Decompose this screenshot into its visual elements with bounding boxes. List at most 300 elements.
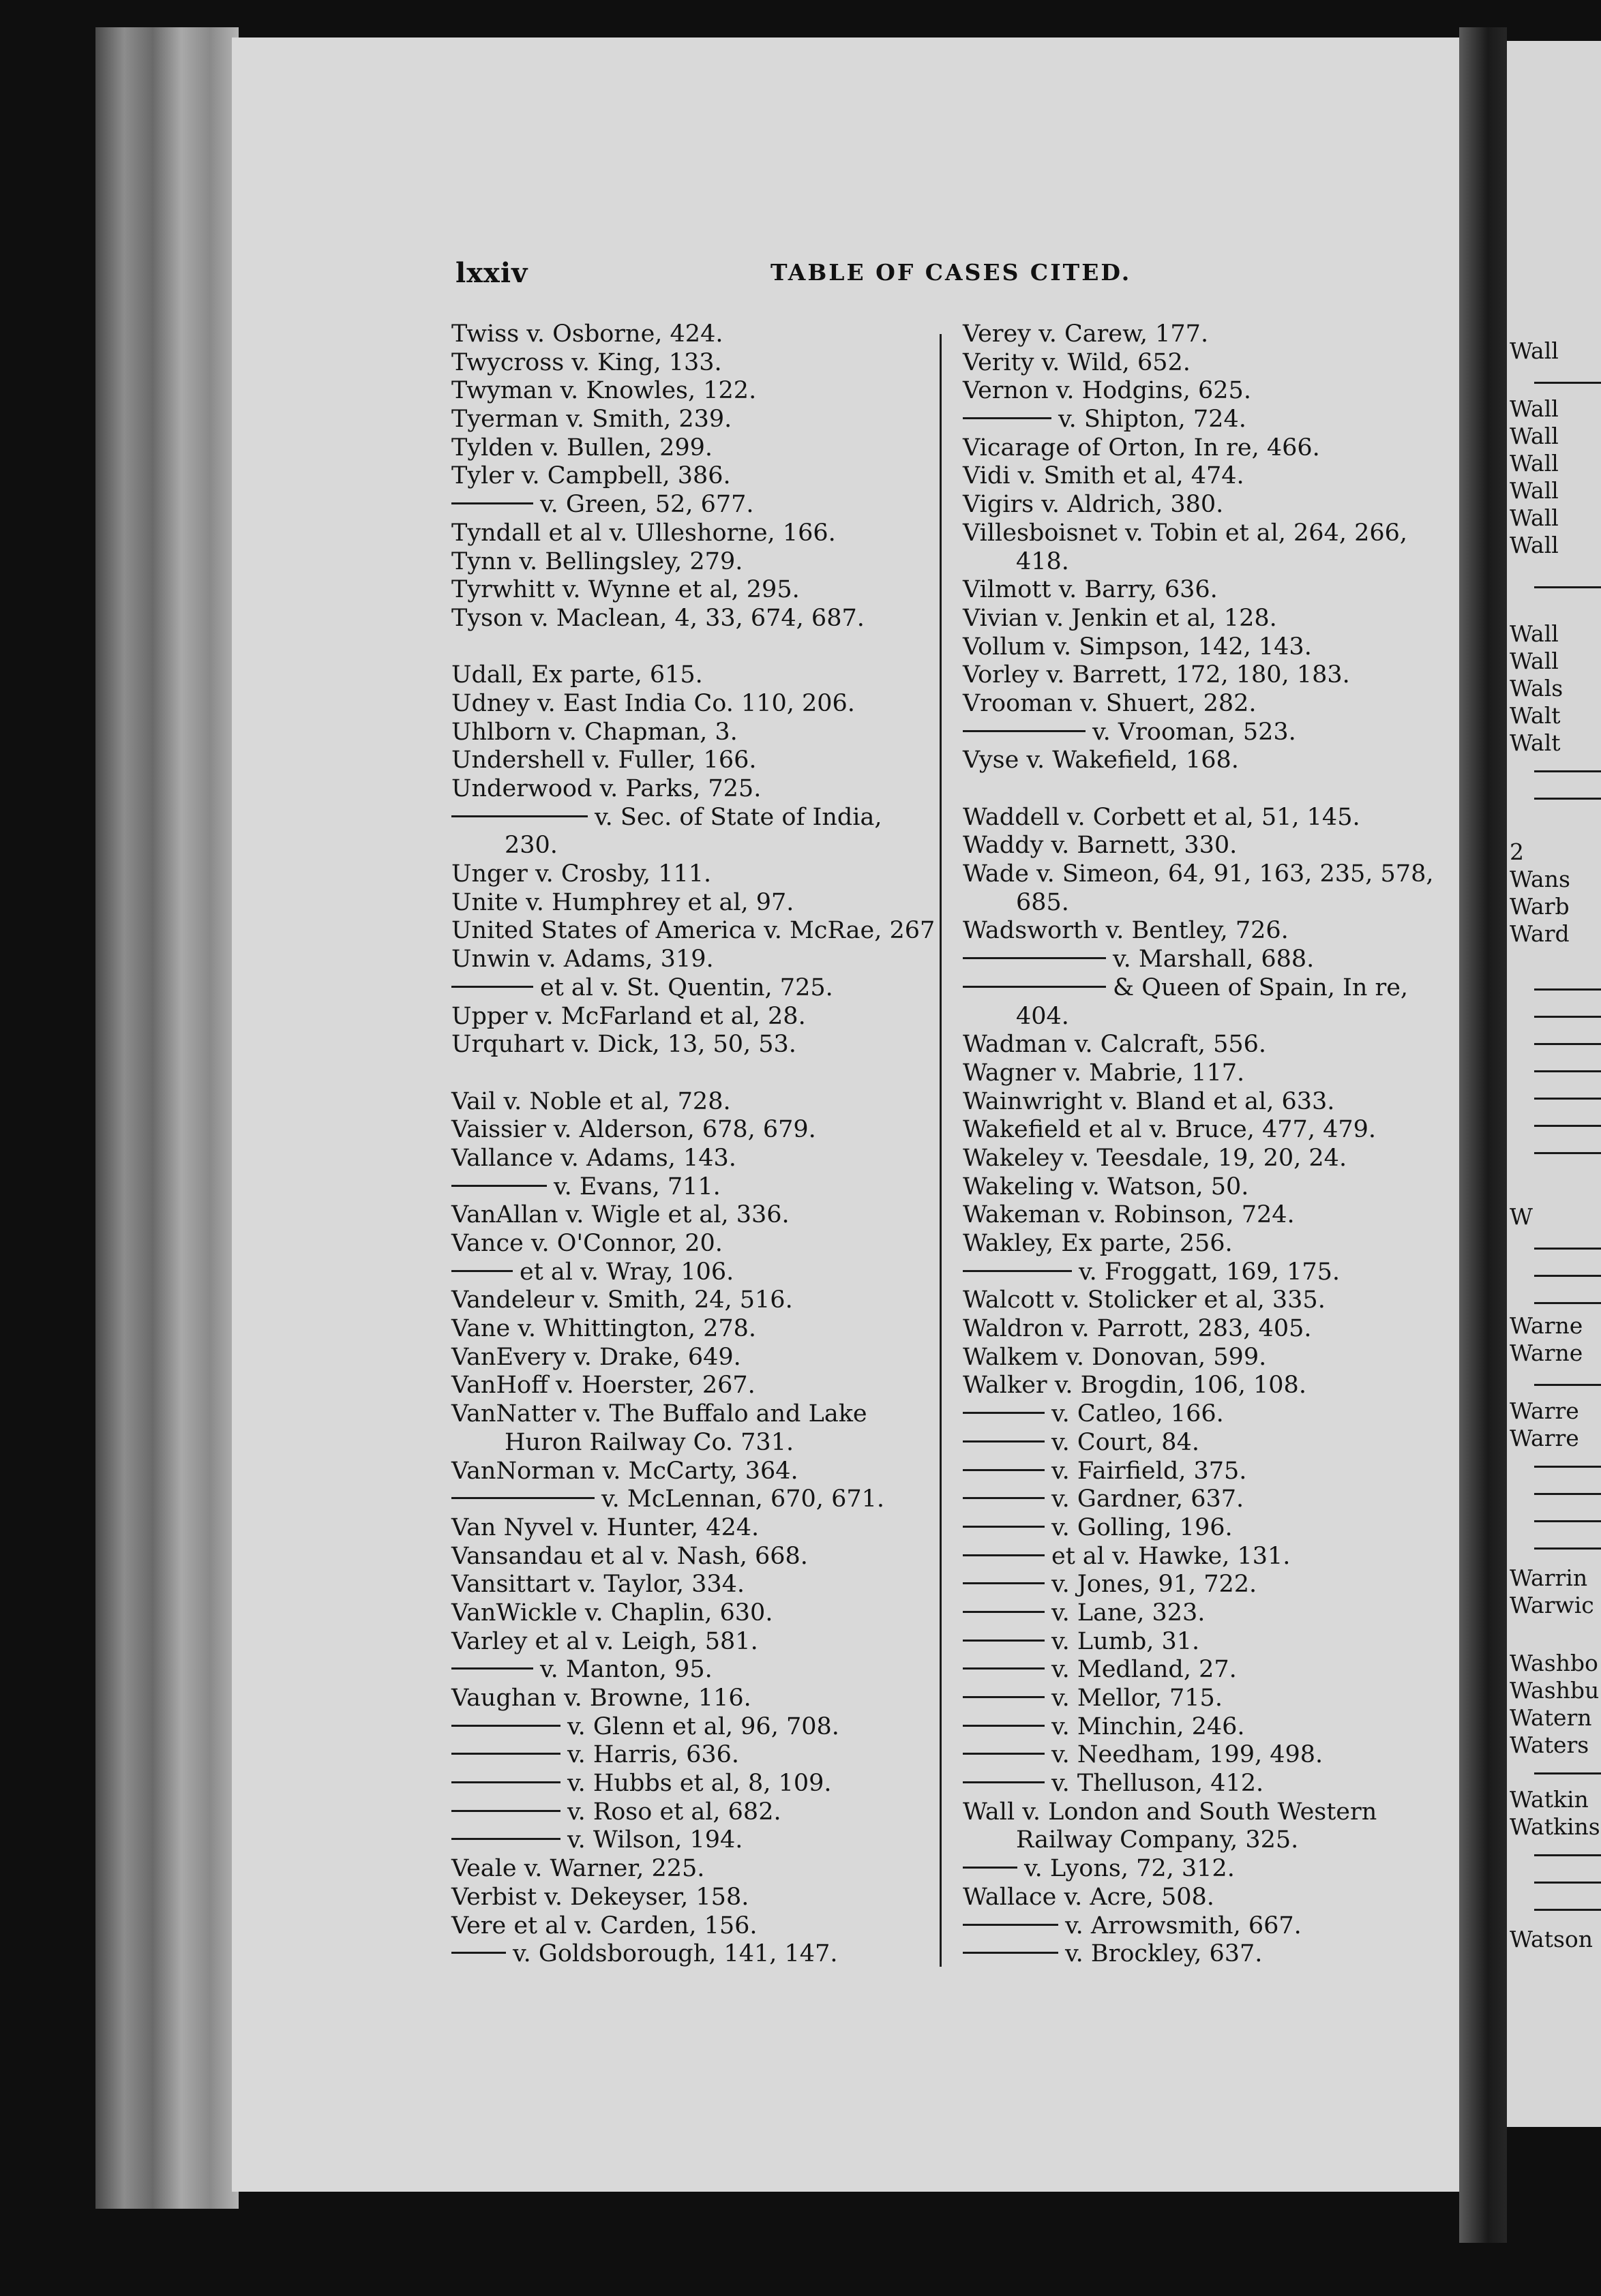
facing-page-text: Waters xyxy=(1510,1732,1589,1758)
case-entry xyxy=(451,1145,929,1173)
case-entry xyxy=(963,946,1440,974)
case-entry xyxy=(963,1088,1440,1117)
facing-page-text: Wall xyxy=(1510,450,1559,477)
facing-page-text: Warwic xyxy=(1510,1592,1594,1618)
case-text: Vollum v. Simpson, 142, 143. xyxy=(963,633,1312,661)
case-text: v. Golling, 196. xyxy=(1051,1513,1233,1541)
case-text: v. Harris, 636. xyxy=(567,1741,740,1769)
case-text: Verity v. Wild, 652. xyxy=(963,348,1191,376)
case-entry xyxy=(451,1514,929,1543)
facing-page-text: Warne xyxy=(1510,1312,1583,1339)
case-entry xyxy=(963,1685,1440,1713)
case-entry xyxy=(451,1884,929,1912)
repeat-dash xyxy=(451,1725,560,1727)
facing-page-dash xyxy=(1534,1882,1601,1884)
case-text: v. Lane, 323. xyxy=(1051,1599,1206,1627)
case-text: Upper v. McFarland et al, 28. xyxy=(451,1002,806,1030)
case-text: Vere et al v. Carden, 156. xyxy=(451,1912,758,1939)
facing-page-text: Watson xyxy=(1510,1926,1593,1952)
facing-page-dash xyxy=(1534,586,1601,588)
facing-page-dash xyxy=(1534,1772,1601,1774)
case-text: Wakeling v. Watson, 50. xyxy=(963,1173,1249,1200)
case-entry xyxy=(963,1656,1440,1685)
case-text: v. Lumb, 31. xyxy=(1051,1627,1200,1655)
case-entry xyxy=(451,1912,929,1941)
case-text: v. Court, 84. xyxy=(1051,1428,1199,1456)
facing-page-text: Wall xyxy=(1510,504,1559,531)
case-entry xyxy=(963,1571,1440,1599)
facing-page-text: Warre xyxy=(1510,1398,1579,1424)
case-text: v. Jones, 91, 722. xyxy=(1051,1571,1257,1599)
section-gap xyxy=(451,1059,929,1088)
case-entry xyxy=(451,1258,929,1287)
case-entry xyxy=(963,804,1440,832)
case-text: Vandeleur v. Smith, 24, 516. xyxy=(451,1286,793,1314)
repeat-dash xyxy=(451,1810,560,1812)
case-entry xyxy=(963,1003,1440,1031)
facing-page-text: Warre xyxy=(1510,1425,1579,1451)
case-entry xyxy=(963,1912,1440,1941)
facing-page-text: W xyxy=(1510,1203,1533,1230)
case-text: v. Hubbs et al, 8, 109. xyxy=(567,1770,832,1798)
case-text: et al v. Hawke, 131. xyxy=(1051,1542,1291,1570)
case-entry xyxy=(451,946,929,974)
repeat-dash xyxy=(451,1838,560,1840)
case-text: Vail v. Noble et al, 728. xyxy=(451,1087,731,1115)
case-text: Wainwright v. Bland et al, 633. xyxy=(963,1087,1335,1115)
case-text: v. Arrowsmith, 667. xyxy=(1065,1912,1302,1939)
case-entry xyxy=(963,860,1440,889)
case-entry xyxy=(963,1031,1440,1059)
case-text: Wadsworth v. Bentley, 726. xyxy=(963,917,1289,945)
case-entry xyxy=(963,1599,1440,1628)
case-entry xyxy=(451,917,936,946)
case-text: Unite v. Humphrey et al, 97. xyxy=(451,888,794,916)
case-entry xyxy=(451,491,929,519)
case-entry xyxy=(963,1826,1440,1855)
repeat-dash xyxy=(451,1952,506,1954)
case-text: Undershell v. Fuller, 166. xyxy=(451,746,757,774)
case-entry xyxy=(963,661,1440,690)
facing-page-dash xyxy=(1534,382,1601,384)
case-text: & Queen of Spain, In re, xyxy=(1113,973,1409,1001)
case-text: v. Goldsborough, 141, 147. xyxy=(513,1940,838,1968)
case-entry xyxy=(963,1457,1440,1486)
case-text: Varley et al v. Leigh, 581. xyxy=(451,1627,758,1655)
case-text: Vilmott v. Barry, 636. xyxy=(963,576,1218,604)
case-text: v. Roso et al, 682. xyxy=(567,1798,781,1826)
case-text: VanHoff v. Hoerster, 267. xyxy=(451,1372,755,1400)
column-divider xyxy=(940,334,942,1967)
case-entry xyxy=(451,1201,929,1230)
repeat-dash xyxy=(963,417,1051,419)
case-entry xyxy=(451,1088,929,1117)
case-entry xyxy=(963,690,1440,719)
facing-page-text: Washbo xyxy=(1510,1650,1598,1676)
facing-page-text: Ward xyxy=(1510,920,1570,947)
repeat-dash xyxy=(963,1440,1045,1442)
case-text: Vansandau et al v. Nash, 668. xyxy=(451,1542,808,1570)
case-text: Uhlborn v. Chapman, 3. xyxy=(451,718,738,746)
facing-page-text: Wall xyxy=(1510,337,1559,364)
facing-page-dash xyxy=(1534,1854,1601,1856)
facing-page-text: Warne xyxy=(1510,1340,1583,1366)
case-text: Wade v. Simeon, 64, 91, 163, 235, 578, xyxy=(963,860,1434,888)
facing-page-text: Washbu xyxy=(1510,1677,1600,1704)
case-entry xyxy=(451,1230,929,1258)
case-entry xyxy=(451,974,929,1003)
case-entry xyxy=(963,1116,1440,1145)
case-text: Wallace v. Acre, 508. xyxy=(963,1883,1214,1911)
case-text: v. Fairfield, 375. xyxy=(1051,1457,1247,1485)
facing-page-dash xyxy=(1534,1043,1601,1045)
case-entry xyxy=(963,1315,1440,1344)
case-text: et al v. St. Quentin, 725. xyxy=(540,973,833,1001)
case-text: Waldron v. Parrott, 283, 405. xyxy=(963,1315,1312,1343)
case-text: 404. xyxy=(1016,1002,1069,1030)
case-entry xyxy=(451,775,929,804)
case-text: VanEvery v. Drake, 649. xyxy=(451,1343,741,1371)
repeat-dash xyxy=(963,1725,1045,1727)
case-entry xyxy=(451,462,929,491)
case-text: v. Medland, 27. xyxy=(1051,1656,1237,1684)
case-entry xyxy=(451,1713,929,1742)
case-text: VanNorman v. McCarty, 364. xyxy=(451,1457,798,1485)
case-text: Vallance v. Adams, 143. xyxy=(451,1144,736,1172)
page-number: lxxiv xyxy=(455,257,528,289)
case-entry xyxy=(963,1372,1440,1400)
case-entry xyxy=(451,1599,929,1628)
facing-page-dash xyxy=(1534,770,1601,772)
case-entry xyxy=(451,1031,929,1059)
case-text: Vrooman v. Shuert, 282. xyxy=(963,689,1257,717)
case-entry xyxy=(451,1400,929,1429)
case-entry xyxy=(451,804,929,832)
case-entry xyxy=(963,320,1440,349)
case-entry xyxy=(451,1003,929,1031)
repeat-dash xyxy=(451,1185,547,1187)
case-text: Tylden v. Bullen, 299. xyxy=(451,434,713,462)
case-entry xyxy=(963,1201,1440,1230)
case-entry xyxy=(451,1116,929,1145)
case-entry xyxy=(451,719,929,747)
case-entry xyxy=(963,832,1440,860)
page-stack-edge xyxy=(95,27,239,2209)
repeat-dash xyxy=(963,986,1106,988)
facing-page-text: Wall xyxy=(1510,477,1559,504)
case-text: Railway Company, 325. xyxy=(1016,1826,1299,1854)
case-text: Vidi v. Smith et al, 474. xyxy=(963,462,1244,490)
case-entry xyxy=(451,1798,929,1827)
book-gutter xyxy=(1459,27,1507,2243)
case-entry xyxy=(451,690,929,719)
case-entry xyxy=(963,1770,1440,1798)
repeat-dash xyxy=(451,986,533,988)
facing-page-dash xyxy=(1534,1493,1601,1495)
case-entry xyxy=(451,1741,929,1770)
case-entry xyxy=(963,434,1440,463)
case-entry xyxy=(963,889,1440,918)
facing-page-text: Wall xyxy=(1510,620,1559,647)
case-text: Vaissier v. Alderson, 678, 679. xyxy=(451,1116,816,1144)
case-text: Verbist v. Dekeyser, 158. xyxy=(451,1883,749,1911)
facing-page-text: Watern xyxy=(1510,1704,1592,1731)
case-entry xyxy=(963,406,1440,434)
repeat-dash xyxy=(963,1867,1017,1869)
case-entry xyxy=(963,974,1440,1003)
case-text: v. Gardner, 637. xyxy=(1051,1485,1244,1513)
repeat-dash xyxy=(451,1781,560,1783)
case-text: et al v. Wray, 106. xyxy=(520,1258,734,1286)
facing-page-text: Wall xyxy=(1510,395,1559,422)
case-entry xyxy=(451,434,929,463)
case-text: v. McLennan, 670, 671. xyxy=(601,1485,884,1513)
facing-page-text: 2 xyxy=(1510,839,1524,865)
case-entry xyxy=(451,519,929,548)
case-entry xyxy=(451,1855,929,1884)
repeat-dash xyxy=(963,1667,1045,1670)
case-text: Twycross v. King, 133. xyxy=(451,348,722,376)
case-text: v. Lyons, 72, 312. xyxy=(1024,1855,1235,1883)
facing-page-dash xyxy=(1534,1275,1601,1277)
case-text: v. Manton, 95. xyxy=(540,1656,713,1684)
case-entry xyxy=(451,1344,929,1372)
repeat-dash xyxy=(451,1667,533,1670)
case-text: Udall, Ex parte, 615. xyxy=(451,661,703,689)
case-entry xyxy=(963,519,1440,548)
case-entry xyxy=(451,1543,929,1571)
case-text: Waddy v. Barnett, 330. xyxy=(963,832,1238,860)
repeat-dash xyxy=(963,1952,1058,1954)
case-text: 230. xyxy=(505,832,558,860)
case-text: United States of America v. McRae, 267 xyxy=(451,917,936,945)
case-entry xyxy=(451,1372,929,1400)
case-text: v. Catleo, 166. xyxy=(1051,1400,1224,1428)
case-entry xyxy=(451,661,929,690)
case-entry xyxy=(451,605,929,633)
case-text: VanNatter v. The Buffalo and Lake xyxy=(451,1400,867,1428)
case-text: Tyndall et al v. Ulleshorne, 166. xyxy=(451,519,836,547)
case-entry xyxy=(963,1429,1440,1457)
repeat-dash xyxy=(963,1469,1045,1471)
case-text: v. Vrooman, 523. xyxy=(1092,718,1296,746)
page-title: TABLE OF CASES CITED. xyxy=(770,259,1132,286)
case-text: Walkem v. Donovan, 599. xyxy=(963,1343,1267,1371)
case-text: Villesboisnet v. Tobin et al, 264, 266, xyxy=(963,519,1408,547)
repeat-dash xyxy=(451,815,588,817)
case-text: Huron Railway Co. 731. xyxy=(505,1428,794,1456)
case-entry xyxy=(963,491,1440,519)
case-entry xyxy=(451,1628,929,1657)
case-entry xyxy=(963,1145,1440,1173)
case-entry xyxy=(963,917,1440,946)
case-text: Unger v. Crosby, 111. xyxy=(451,860,712,888)
repeat-dash xyxy=(963,730,1086,732)
facing-page-dash xyxy=(1534,1248,1601,1250)
facing-page-dash xyxy=(1534,1152,1601,1154)
facing-page-text: Watkin xyxy=(1510,1786,1589,1813)
case-text: Twyman v. Knowles, 122. xyxy=(451,377,757,405)
repeat-dash xyxy=(963,1526,1045,1528)
case-text: Tyerman v. Smith, 239. xyxy=(451,406,732,434)
case-text: v. Green, 52, 677. xyxy=(540,491,754,519)
case-entry xyxy=(963,1173,1440,1202)
case-text: v. Thelluson, 412. xyxy=(1051,1770,1264,1798)
section-gap xyxy=(963,775,1440,804)
facing-page-text: Wall xyxy=(1510,648,1559,674)
repeat-dash xyxy=(963,1781,1045,1783)
case-text: v. Mellor, 715. xyxy=(1051,1685,1223,1712)
case-text: Walcott v. Stolicker et al, 335. xyxy=(963,1286,1326,1314)
case-text: Vernon v. Hodgins, 625. xyxy=(963,377,1251,405)
case-entry xyxy=(963,1628,1440,1657)
case-entry xyxy=(451,377,929,406)
case-text: Wakeley v. Teesdale, 19, 20, 24. xyxy=(963,1144,1347,1172)
facing-page-dash xyxy=(1534,798,1601,800)
case-entry xyxy=(963,548,1440,577)
case-entry xyxy=(451,1429,929,1457)
case-text: Vorley v. Barrett, 172, 180, 183. xyxy=(963,661,1350,689)
facing-page-text: Wall xyxy=(1510,532,1559,558)
facing-page-dash xyxy=(1534,1384,1601,1386)
case-text: Vyse v. Wakefield, 168. xyxy=(963,746,1239,774)
case-text: VanWickle v. Chaplin, 630. xyxy=(451,1599,773,1627)
facing-page-text: Wals xyxy=(1510,675,1563,701)
case-entry xyxy=(963,1400,1440,1429)
case-text: Verey v. Carew, 177. xyxy=(963,320,1209,348)
case-text: Tyson v. Maclean, 4, 33, 674, 687. xyxy=(451,604,865,632)
case-text: Tynn v. Bellingsley, 279. xyxy=(451,547,743,575)
repeat-dash xyxy=(451,1753,560,1755)
facing-page-dash xyxy=(1534,988,1601,991)
case-entry xyxy=(963,1940,1440,1969)
case-text: Unwin v. Adams, 319. xyxy=(451,946,714,973)
case-text: Wakley, Ex parte, 256. xyxy=(963,1230,1233,1257)
facing-page-dash xyxy=(1534,1098,1601,1100)
repeat-dash xyxy=(963,1753,1045,1755)
case-text: Wall v. London and South Western xyxy=(963,1798,1377,1826)
case-text: Vansittart v. Taylor, 334. xyxy=(451,1571,745,1599)
left-column xyxy=(451,320,936,1969)
case-entry xyxy=(963,1798,1440,1827)
facing-page-text: Wall xyxy=(1510,423,1559,449)
facing-page-dash xyxy=(1534,1547,1601,1550)
case-text: v. Marshall, 688. xyxy=(1113,946,1315,973)
facing-page-text: Walt xyxy=(1510,702,1561,729)
case-text: v. Needham, 199, 498. xyxy=(1051,1741,1323,1769)
repeat-dash xyxy=(451,1270,513,1272)
case-text: v. Brockley, 637. xyxy=(1065,1940,1263,1968)
facing-page-dash xyxy=(1534,1302,1601,1304)
case-entry xyxy=(451,832,929,860)
case-entry xyxy=(451,1940,929,1969)
case-text: Tyler v. Campbell, 386. xyxy=(451,462,731,490)
case-entry xyxy=(963,746,1440,775)
case-entry xyxy=(451,1826,929,1855)
case-text: Vicarage of Orton, In re, 466. xyxy=(963,434,1320,462)
case-text: v. Evans, 711. xyxy=(554,1173,721,1200)
case-entry xyxy=(963,576,1440,605)
case-entry xyxy=(451,889,929,918)
repeat-dash xyxy=(963,1924,1058,1926)
case-entry xyxy=(963,377,1440,406)
case-entry xyxy=(451,1571,929,1599)
case-entry xyxy=(963,349,1440,378)
case-text: v. Wilson, 194. xyxy=(567,1826,743,1854)
case-entry xyxy=(451,1485,929,1514)
case-entry xyxy=(963,1485,1440,1514)
case-text: 685. xyxy=(1016,888,1069,916)
repeat-dash xyxy=(451,1497,595,1499)
case-entry xyxy=(963,1059,1440,1088)
case-text: Vaughan v. Browne, 116. xyxy=(451,1685,751,1712)
case-entry xyxy=(963,1884,1440,1912)
case-entry xyxy=(451,1286,929,1315)
repeat-dash xyxy=(963,1611,1045,1613)
repeat-dash xyxy=(963,1270,1072,1272)
case-entry xyxy=(963,1344,1440,1372)
facing-page-dash xyxy=(1534,1070,1601,1072)
case-text: 418. xyxy=(1016,547,1069,575)
case-text: Vigirs v. Aldrich, 380. xyxy=(963,491,1224,519)
case-text: Twiss v. Osborne, 424. xyxy=(451,320,723,348)
case-entry xyxy=(963,1713,1440,1742)
facing-page-text: Watkins xyxy=(1510,1813,1600,1840)
case-entry xyxy=(451,320,929,349)
case-text: Waddell v. Corbett et al, 51, 145. xyxy=(963,803,1360,831)
facing-page-text: Warb xyxy=(1510,893,1570,920)
case-text: Wakeman v. Robinson, 724. xyxy=(963,1201,1295,1229)
case-text: Wakefield et al v. Bruce, 477, 479. xyxy=(963,1116,1377,1144)
case-entry xyxy=(451,1315,929,1344)
facing-page-dash xyxy=(1534,1466,1601,1468)
facing-page-dash xyxy=(1534,1125,1601,1127)
case-entry xyxy=(451,1656,929,1685)
case-entry xyxy=(963,633,1440,662)
case-entry xyxy=(451,406,929,434)
repeat-dash xyxy=(963,1412,1045,1414)
case-text: VanAllan v. Wigle et al, 336. xyxy=(451,1201,790,1229)
case-text: Vance v. O'Connor, 20. xyxy=(451,1230,723,1257)
case-entry xyxy=(963,605,1440,633)
case-text: v. Minchin, 246. xyxy=(1051,1712,1245,1740)
repeat-dash xyxy=(963,1497,1045,1499)
case-text: Underwood v. Parks, 725. xyxy=(451,775,762,802)
case-text: Udney v. East India Co. 110, 206. xyxy=(451,689,855,717)
case-text: Vane v. Whittington, 278. xyxy=(451,1315,757,1343)
case-text: Wagner v. Mabrie, 117. xyxy=(963,1059,1245,1087)
case-text: v. Froggatt, 169, 175. xyxy=(1079,1258,1341,1286)
facing-page-text: Walt xyxy=(1510,729,1561,756)
facing-page-text: Warrin xyxy=(1510,1565,1588,1591)
case-text: Wadman v. Calcraft, 556. xyxy=(963,1031,1267,1059)
case-entry xyxy=(451,1173,929,1202)
case-text: v. Glenn et al, 96, 708. xyxy=(567,1712,839,1740)
facing-page-dash xyxy=(1534,1016,1601,1018)
right-column xyxy=(963,320,1440,1969)
case-text: Walker v. Brogdin, 106, 108. xyxy=(963,1372,1306,1400)
repeat-dash xyxy=(963,1582,1045,1584)
case-entry xyxy=(451,746,929,775)
case-text: Tyrwhitt v. Wynne et al, 295. xyxy=(451,576,800,604)
case-text: Veale v. Warner, 225. xyxy=(451,1855,705,1883)
facing-page-dash xyxy=(1534,1909,1601,1911)
case-entry xyxy=(963,1258,1440,1287)
section-gap xyxy=(451,633,929,662)
case-text: Van Nyvel v. Hunter, 424. xyxy=(451,1513,760,1541)
facing-page-dash xyxy=(1534,1520,1601,1522)
case-entry xyxy=(451,1457,929,1486)
